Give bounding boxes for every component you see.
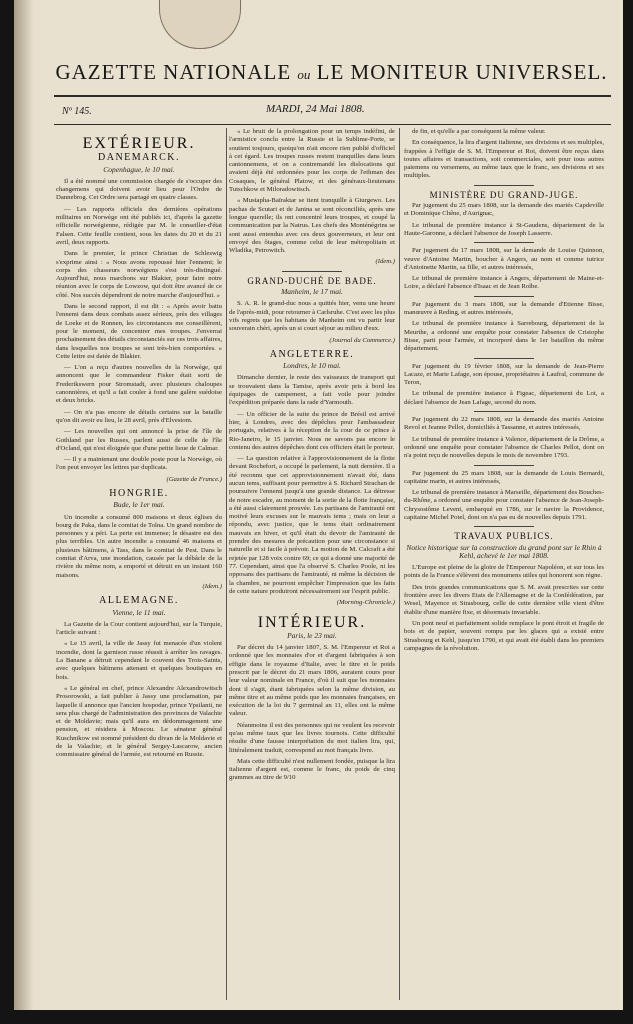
paragraph: Par jugement du 19 février 1808, sur la demande de Jean-Pierre Lacaze, et Marie Lafage, son épouse, propriétaires à Laufral, commune de Teron, xyxy=(404,362,604,387)
heading-hongrie: HONGRIE. xyxy=(109,487,169,499)
paragraph: « Le bruit de la prolongation pour un temps indéfini, de l'armistice conclu entre la Russie et la Sublime-Porte, se soutient toujours, quoiqu'on n'ait encore rien publié d'officiel à cet égard. Les troupes russes restent tranquilles dans leurs cantonnemens, et on a contremandé les dislocations qui avaient déjà été ordonnées pour les corps de l'ethman des Cosaques, le général Platow, et des généraux-lieutenans Tutschkow et Miloradowitsch. xyxy=(229,128,395,194)
separator xyxy=(474,411,534,412)
separator xyxy=(474,526,534,527)
paragraph: — La question relative à l'approvisionnement de la flotte devant Rochefort, a occupé le parlement, la nuit dernière. Il a été reconnu que cet approvisionnement n'avait été, dans aucun tems, suffisant pour permettre à S. Richard Strachan de poursuivre l'ennemi jusqu'à une grande distance. La détresse de notre escadre, au moment de la sortie de la flotte française, a été aussi clairement prouvée. Les partisans de l'amirauté ont motivé leurs excuses sur le mauvais tems ; mais on leur a répondu, avec justice, que le tems était ordinairement mauvais en hiver, et qu'il était du devoir de l'amirauté de prendre des mesures de précaution pour une circonstance si naturelle et si facile à prévoir. La motion de M. Calcraft a été rejetée par 128 voix contre 69; ce qui a donné une majorité de 77. Cependant, ainsi que l'a observé S. Charles Poole, ni les opposans des partisans de l'amirauté, ni même la décision de la chambre, ne pourront empêcher l'impression que les faits de cette nature produiront nécessairement sur l'esprit public. xyxy=(229,455,395,595)
source-credit: (Idem.) xyxy=(202,582,222,590)
column-divider xyxy=(226,128,227,1000)
source-credit: (Gazette de France.) xyxy=(166,475,222,483)
paragraph: Des trois grandes communications que S. M. avait prescrites sur cette frontière avec les divers Etats de l'Allemagne et de la Confédération, par Wesel, Mayence et Strasbourg, celle de cette dernière ville vient d'être établie d'une manière fixe, et désormais invariable. xyxy=(404,583,604,616)
title-part-b: LE MONITEUR UNIVERSEL. xyxy=(316,60,608,84)
paragraph: Un incendie a consumé 800 maisons et deux églises du bourg de Paka, dans le comitat de Tolna. Un grand nombre de personnes y a péri. La perte est immense; le désastre est des plus terribles. Un autre incendie a consumé 46 maisons et plusieurs bâtimens, à Tass, dans le comitat de Pest. Dans le comitat d'Arva, une inondation, causée par la débâcle de la rivière du même nom, a emporté et détruit en un instant 160 maisons. xyxy=(56,513,222,579)
heading-grand-duche-de-bade: GRAND-DUCHÉ DE BADE. xyxy=(247,275,377,286)
separator xyxy=(474,185,534,186)
paragraph: Le tribunal de première instance à Sarrebourg, département de la Meurthe, a ordonné une enquête pour constater l'absence de Cristophe Bisse, parti pour l'armée, et incorporé dans le 1er bataillon du même département. xyxy=(404,320,604,353)
title-part-a: GAZETTE NATIONALE xyxy=(55,60,292,84)
paragraph: « Le général en chef, prince Alexandre Alexandrowitsch Prosorowski, a fait publier à Jassy une proclamation, par laquelle il annonce que l'ancien hospodar, prince Ypsilanti, ne sera plus chargé de l'administration des provinces de Valachie et de Moldavie; mais qu'il aura en dédommagement une pension, et résidera à Moscou. Le sénateur général Kuschnikow est nommé président du divan de la Moldavie et de la Valachie; et le général Sergey-Lascarow, ancien commissaire général de l'armée, est retourné en Russie. xyxy=(56,684,222,759)
separator xyxy=(474,296,534,297)
paragraph: Par jugement du 22 mars 1808, sur la demande des mariés Antoine Revol et Jeanne Pellot, domiciliés à Tassanne, et autres intéressés, xyxy=(404,416,604,432)
paragraph: Le tribunal de première instance à St-Gaudens, département de la Haute-Garonne, a déclaré l'absence de Joseph Lasserre. xyxy=(404,221,604,237)
paragraph: L'Europe est pleine de la gloire de l'Empereur Napoléon, et sur tous les points de la France s'élèvent des monumens utiles qui honorent son règne. xyxy=(404,564,604,580)
source-credit: (Morning-Chronicle.) xyxy=(336,599,395,607)
source-credit: (Journal du Commerce.) xyxy=(329,336,395,344)
paragraph: « Mustapha-Baïraktar se tient tranquille à Giurgewo. Les pachas de Scutari et de Janina se sont réconciliés, après une longue querelle; ils ont concentré leurs troupes, et coupé la communication par la Natrus. Les chefs des Monténégrins se sont aussi entendus avec ces deux gouverneurs, et leur ont envoyé des ôtages, comme celui de leur métropolitain et Wladika, Petrowitch. xyxy=(229,197,395,255)
heading-angleterre: ANGLETERRE. xyxy=(269,348,355,360)
dateline: Paris, le 23 mai. xyxy=(287,630,337,640)
separator xyxy=(474,465,534,466)
dateline: Londres, le 10 mai. xyxy=(283,361,341,371)
issue-date: MARDI, 24 Mai 1808. xyxy=(266,103,365,115)
masthead xyxy=(54,60,609,85)
paragraph: — Il y a maintenant une double poste pour la Norwège, où l'on peut envoyer les lettres par duplicata. xyxy=(56,456,222,472)
stamp-seal xyxy=(159,0,241,49)
paragraph: S. A. R. le grand-duc nous a quittés hier, venu une heure de l'après-midi, pour retourner à Carlsruhe. C'est avec les plus vifs regrets que les habitans de Manheim ont vu partir leur souverain chéri, après un si court séjour au milieu d'eux. xyxy=(229,300,396,333)
heading-allemagne: ALLEMAGNE. xyxy=(99,595,179,607)
newspaper-page xyxy=(14,0,623,1010)
issue-number: Nº 145. xyxy=(62,106,92,117)
paragraph: Par jugement du 25 mars 1808, sur la demande de Louis Bernardi, capitaine marin, et autres intéressés, xyxy=(404,469,604,485)
paragraph: Le tribunal de première instance à Figeac, département du Lot, a déclaré l'absence de Jean Lafage, second du nom. xyxy=(404,390,604,406)
masthead-rule xyxy=(54,95,611,97)
dateline: Bude, le 1er mai. xyxy=(113,500,165,510)
paragraph: Le tribunal de première instance à Marseille, département des Bouches-du-Rhône, a ordonné une enquête pour constater l'absence de Jean-Joseph-Chrysostôme Levent, embarqué en 1786, sur le navire la Providence, capitaine Michel Potel, dont on n'a pas eu de nouvelles depuis 1791. xyxy=(404,489,605,521)
paragraph: Mais cette difficulté n'est nullement fondée, puisque la lira italienne d'argent est, comme le franc, du poids de cinq grammes au titre de 9/10 xyxy=(229,757,395,782)
paragraph: Par jugement du 17 mars 1808, sur la demande de Louise Quinnon, veuve d'Antoine Martin, boucher à Angers, au nom et comme tutrice d'Antoinette Martin, sa fille, et autres intéressés, xyxy=(404,247,604,271)
paragraph: Dans le second rapport, il est dit : « Après avoir battu l'ennemi dans deux combats assez sérieux, près des villages de Loeke et de Ronnen, les circonstances me conseillèrent, pour le moment, de concentrer mes troupes. J'enverrai prochainement des détails circonstanciés sur ces trois affaires, dans lesquelles nos troupes se sont très-bien comportées. » Cette lettre est datée de Blakier. xyxy=(56,303,222,360)
column-3 xyxy=(404,128,604,656)
heading-ministere: MINISTÈRE DU GRAND-JUGE. xyxy=(429,189,579,200)
paragraph: de fin, et qu'elle a par conséquent la même valeur. xyxy=(412,128,546,135)
paragraph: « Le 15 avril, la ville de Jassy fut menacée d'un violent incendie, dont la garnison russe réussit à arrêter les ravages. La Banane a détruit cependant le couvent des Trois-Saints, avec quelques bâtimens attenant et quelques boutiques en bois. xyxy=(56,640,222,681)
column-divider xyxy=(399,128,400,1000)
paragraph: En conséquence, la lira d'argent italienne, ses divisions et ses multiples, frappées à l'effigie de S. M. l'Empereur et Roi, doivent être reçus dans toutes affaires et transactions, soit commerciales, soit pour tous autres paiemens ou versemens, au même taux que le franc, ses divisions et ses multiples. xyxy=(404,139,604,180)
paragraph: Par décret du 14 janvier 1807, S. M. l'Empereur et Roi a ordonné que les monnaies d'or et d'argent fabriquées à son effigie dans le royaume d'Italie, avec le titre et le poids prescrit par le décret du 21 mars 1806, auraient cours pour leur valeur nominale en France, d'où il suit que les monnaies dont il s'agit, étant fabriquées selon la même division, au même titre et au même poids que les monnaies françaises, en exécution de la loi du 7 germinal an 11, elles ont la même valeur. xyxy=(229,644,395,718)
paragraph: Il a été nommé une commission chargée de s'occuper des changemens qui doivent avoir lieu pour l'Ordre de Dannebrog. Cet Ordre sera partagé en quatre classes. xyxy=(56,177,222,202)
section-heading-interieur: INTÉRIEUR. xyxy=(257,614,367,632)
paragraph: — Les rapports officiels des dernières opérations militaires en Norwège ont été publiés ici, d'après la gazette officielle norwégienne, rédigée par M. le conseiller-d'état Falsen. Cette feuille contient, sous les dates du 20 et du 21 avril, deux rapports. xyxy=(56,205,222,246)
separator xyxy=(282,271,342,272)
title-ou: ou xyxy=(297,67,311,82)
dateline: Copenhague, le 10 mai. xyxy=(103,164,175,174)
paragraph: Dimanche dernier, le reste des vaisseaux de transport qui se trouvaient dans la Tamise, après avoir pris à bord les équipages de campement, a fait voile pour joindre l'expédition préparée dans la rade d'Yarmouth. xyxy=(229,374,395,407)
heading-travaux-publics: TRAVAUX PUBLICS. xyxy=(454,531,554,542)
separator xyxy=(474,358,534,359)
column-1 xyxy=(56,128,222,763)
dateline: Manheim, le 17 mai. xyxy=(281,287,343,297)
date-rule xyxy=(54,124,611,125)
paragraph: Dans le premier, le prince Christian de Schleswig s'exprime ainsi : « Nous avons repoussé hier l'ennemi; le corps des chasseurs norwégiens s'est très-distingué. Aujourd'hui, nous marchons sur Blakier, pour faire notre réunion avec le corps de Lowzow, qui doit être avancé de ce côté. Nos succès dépendront de notre marche d'aujourd'hui. » xyxy=(56,250,222,299)
column-2 xyxy=(229,128,395,786)
separator xyxy=(474,242,534,243)
section-heading-exterieur: EXTÉRIEUR. xyxy=(82,135,196,152)
paragraph: — On n'a pas encore de détails certains sur la bataille qu'on dit avoir eu lieu, le 28 avril, près d'Elvestom. xyxy=(56,408,222,424)
heading-danemark: DANEMARCK. xyxy=(98,152,180,164)
dateline: Vienne, le 11 mai. xyxy=(112,607,166,617)
paragraph: — Un officier de la suite du prince de Brésil est arrivé hier, à Londres, avec des dépêches pour l'ambassadeur portugais, relatives à la réception de la cour de ce prince à Rio-Janeiro, le 15 janvier. Nous ne savons pas encore le contenu des autres dépêches dont ces officiers était le porteur. xyxy=(229,410,395,451)
source-credit: (Idem.) xyxy=(375,258,395,266)
paragraph: La Gazette de la Cour contient aujourd'hui, sur la Turquie, l'article suivant : xyxy=(56,620,222,637)
paragraph: — L'on a reçu d'autres nouvelles de la Norwège, qui annoncent que le commandeur Fisker était sorti de Frederikswern pour Stromstadt, avec plusieurs chaloupes canonnières, et qu'il a fait couler à fond une galère suédoise et deux bricks. xyxy=(56,364,222,405)
paragraph: Par jugement du 25 mars 1808, sur la demande des mariés Capdeville et Dominique Chêne, d'Aurignac, xyxy=(404,202,604,218)
paragraph: Le tribunal de première instance à Valence, département de la Drôme, a ordonné une enquête pour constater l'absence de Charles Pellot, dont on n'a point reçu de nouvelles depuis le mois de novembre 1793. xyxy=(404,435,604,460)
paragraph: Néanmoins il est des personnes qui ne veulent les recevoir qu'au même taux que les livres tournois. Cette difficulté résulte d'une fausse interprétation du mot italien lira, qui, littéralement traduit, correspond au mot français livre. xyxy=(229,721,395,754)
notice-subtitle: Notice historique sur la construction du grand pont sur le Rhin à Kehl, achevé le 1er mai 1808. xyxy=(406,542,602,560)
paragraph: Le tribunal de première instance à Angers, département de Maine-et-Loire, a déclaré l'absence d'Isaac et de Jean Rolbe. xyxy=(404,275,604,291)
paragraph: Par jugement du 3 mars 1808, sur la demande d'Etienne Bisse, manœuvre à Reding, et autres intéressés, xyxy=(404,300,604,317)
paragraph: Un pont neuf et parfaitement solide remplace le pont étroit et fragile de bois et de papier, souvent rompu par les glaces qui a existé entre Strasbourg et Kehl, jusqu'en 1790, et qui avait été établi dans les premiers campagnes de la révolution. xyxy=(404,619,604,652)
paragraph: — Les nouvelles qui ont annoncé la prise de l'île de Gothland par les Russes, parlent aussi de celle de l'île d'Ocland, qui n'est éloignée que d'une petite lieue de Calmar. xyxy=(56,428,222,452)
